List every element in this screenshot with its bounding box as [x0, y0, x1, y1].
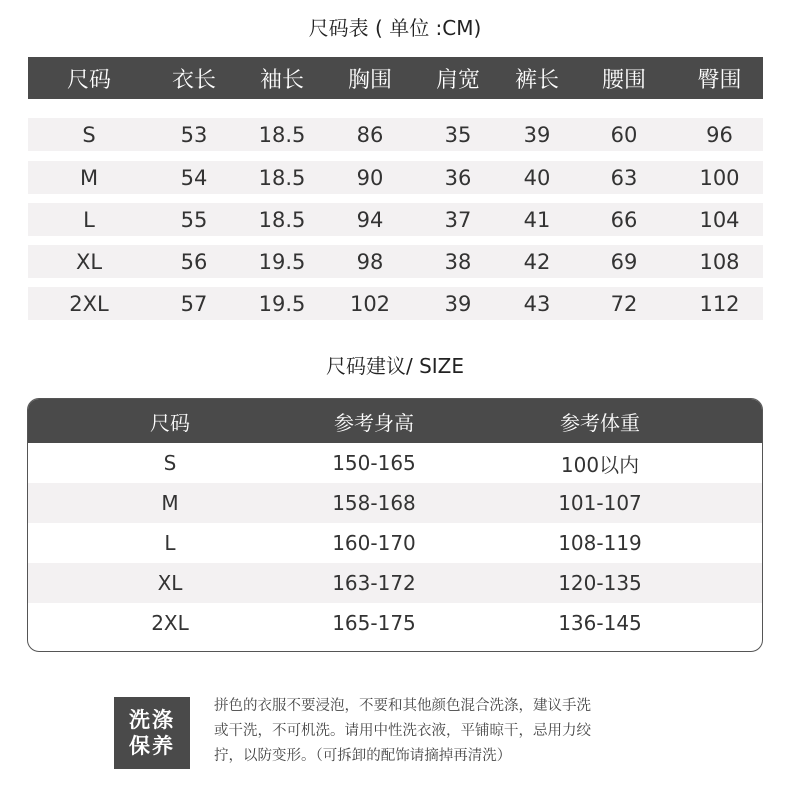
table-row — [28, 483, 762, 523]
table-cell: 136-145 — [558, 611, 642, 635]
care-line: 拼色的衣服不要浸泡，不要和其他颜色混合洗涤，建议手洗 — [214, 698, 591, 714]
table-cell: 19.5 — [258, 291, 306, 316]
table-cell: 18.5 — [258, 165, 306, 190]
table-cell: 57 — [180, 291, 208, 316]
table-cell: 39 — [444, 291, 472, 316]
table-cell: 108 — [699, 249, 740, 274]
table-cell: 86 — [356, 122, 384, 147]
table-cell: 38 — [444, 249, 472, 274]
table-cell: 104 — [699, 207, 740, 232]
table-row — [28, 523, 762, 563]
header-cell: 参考体重 — [560, 410, 640, 435]
table-cell: 63 — [610, 165, 638, 190]
table-cell: XL — [157, 571, 183, 595]
table-cell: 2XL — [151, 611, 189, 635]
header-cell: 尺码 — [66, 67, 111, 93]
header-cell: 胸围 — [347, 67, 392, 93]
table-cell: 40 — [523, 165, 551, 190]
table-cell: 41 — [523, 207, 551, 232]
table-cell: 43 — [523, 291, 551, 316]
table-row — [28, 203, 763, 236]
table-cell: 42 — [523, 249, 551, 274]
table-cell: 102 — [349, 291, 391, 316]
header-cell: 臀围 — [697, 67, 742, 93]
table-row — [28, 287, 763, 320]
table-cell: 158-168 — [332, 491, 416, 515]
table-cell: 60 — [610, 122, 638, 147]
size-advice-header — [28, 399, 762, 443]
table-cell: XL — [75, 249, 103, 274]
table-cell: 56 — [180, 249, 208, 274]
table-cell: 98 — [356, 249, 384, 274]
table-cell: 72 — [610, 291, 638, 316]
table-cell: 165-175 — [332, 611, 416, 635]
header-cell: 腰围 — [601, 67, 646, 93]
table-row — [28, 603, 762, 643]
size-advice-table — [27, 398, 763, 652]
table-cell: 163-172 — [332, 571, 416, 595]
care-badge-line: 洗涤 — [129, 708, 175, 732]
table-cell: S — [82, 122, 96, 147]
header-cell: 参考身高 — [334, 410, 414, 435]
header-cell: 尺码 — [150, 410, 190, 435]
care-line: 或干洗，不可机洗。请用中性洗衣液，平铺晾干，忌用力绞 — [214, 723, 591, 739]
table-cell: 18.5 — [258, 122, 306, 147]
table-cell: 18.5 — [258, 207, 306, 232]
size-advice-title: 尺码建议/ SIZE — [325, 354, 465, 378]
header-cell: 袖长 — [259, 67, 304, 93]
table-cell: 100以内 — [560, 452, 640, 477]
table-cell: 94 — [356, 207, 384, 232]
table-row — [28, 161, 763, 194]
table-cell: 160-170 — [332, 531, 416, 555]
table-cell: 112 — [699, 291, 740, 316]
table-cell: 100 — [699, 165, 740, 190]
table-cell: L — [83, 207, 95, 232]
header-cell: 裤长 — [514, 67, 559, 93]
table-cell: 150-165 — [332, 451, 416, 475]
table-cell: 54 — [180, 165, 208, 190]
table-cell: M — [79, 165, 99, 190]
table-row — [28, 245, 763, 278]
table-cell: 37 — [444, 207, 472, 232]
table-cell: 90 — [356, 165, 384, 190]
table-cell: 39 — [523, 122, 551, 147]
table-cell: 108-119 — [558, 531, 642, 555]
table-cell: 36 — [444, 165, 472, 190]
table-cell: M — [161, 491, 179, 515]
care-instructions — [214, 694, 684, 769]
table-row — [28, 118, 763, 151]
table-cell: 53 — [180, 122, 208, 147]
header-cell: 肩宽 — [435, 67, 480, 93]
table-cell: 69 — [610, 249, 638, 274]
table-row — [28, 563, 762, 603]
table-cell: 120-135 — [558, 571, 642, 595]
table-cell: 101-107 — [558, 491, 642, 515]
care-badge — [114, 697, 190, 769]
table-cell: 66 — [610, 207, 638, 232]
table-cell: 55 — [180, 207, 208, 232]
header-cell: 衣长 — [171, 67, 216, 93]
table-cell: L — [164, 531, 176, 555]
table-cell: 96 — [706, 122, 733, 147]
table-cell: 2XL — [69, 291, 109, 316]
table-cell: S — [163, 451, 177, 475]
table-cell: 19.5 — [258, 249, 306, 274]
care-line: 拧，以防变形。（可拆卸的配饰请摘掉再清洗） — [214, 748, 512, 764]
size-chart-header — [28, 57, 763, 99]
size-chart-title: 尺码表 ( 单位 :CM) — [308, 16, 482, 40]
table-row — [28, 443, 762, 483]
care-badge-line: 保养 — [129, 734, 175, 758]
table-cell: 35 — [444, 122, 472, 147]
